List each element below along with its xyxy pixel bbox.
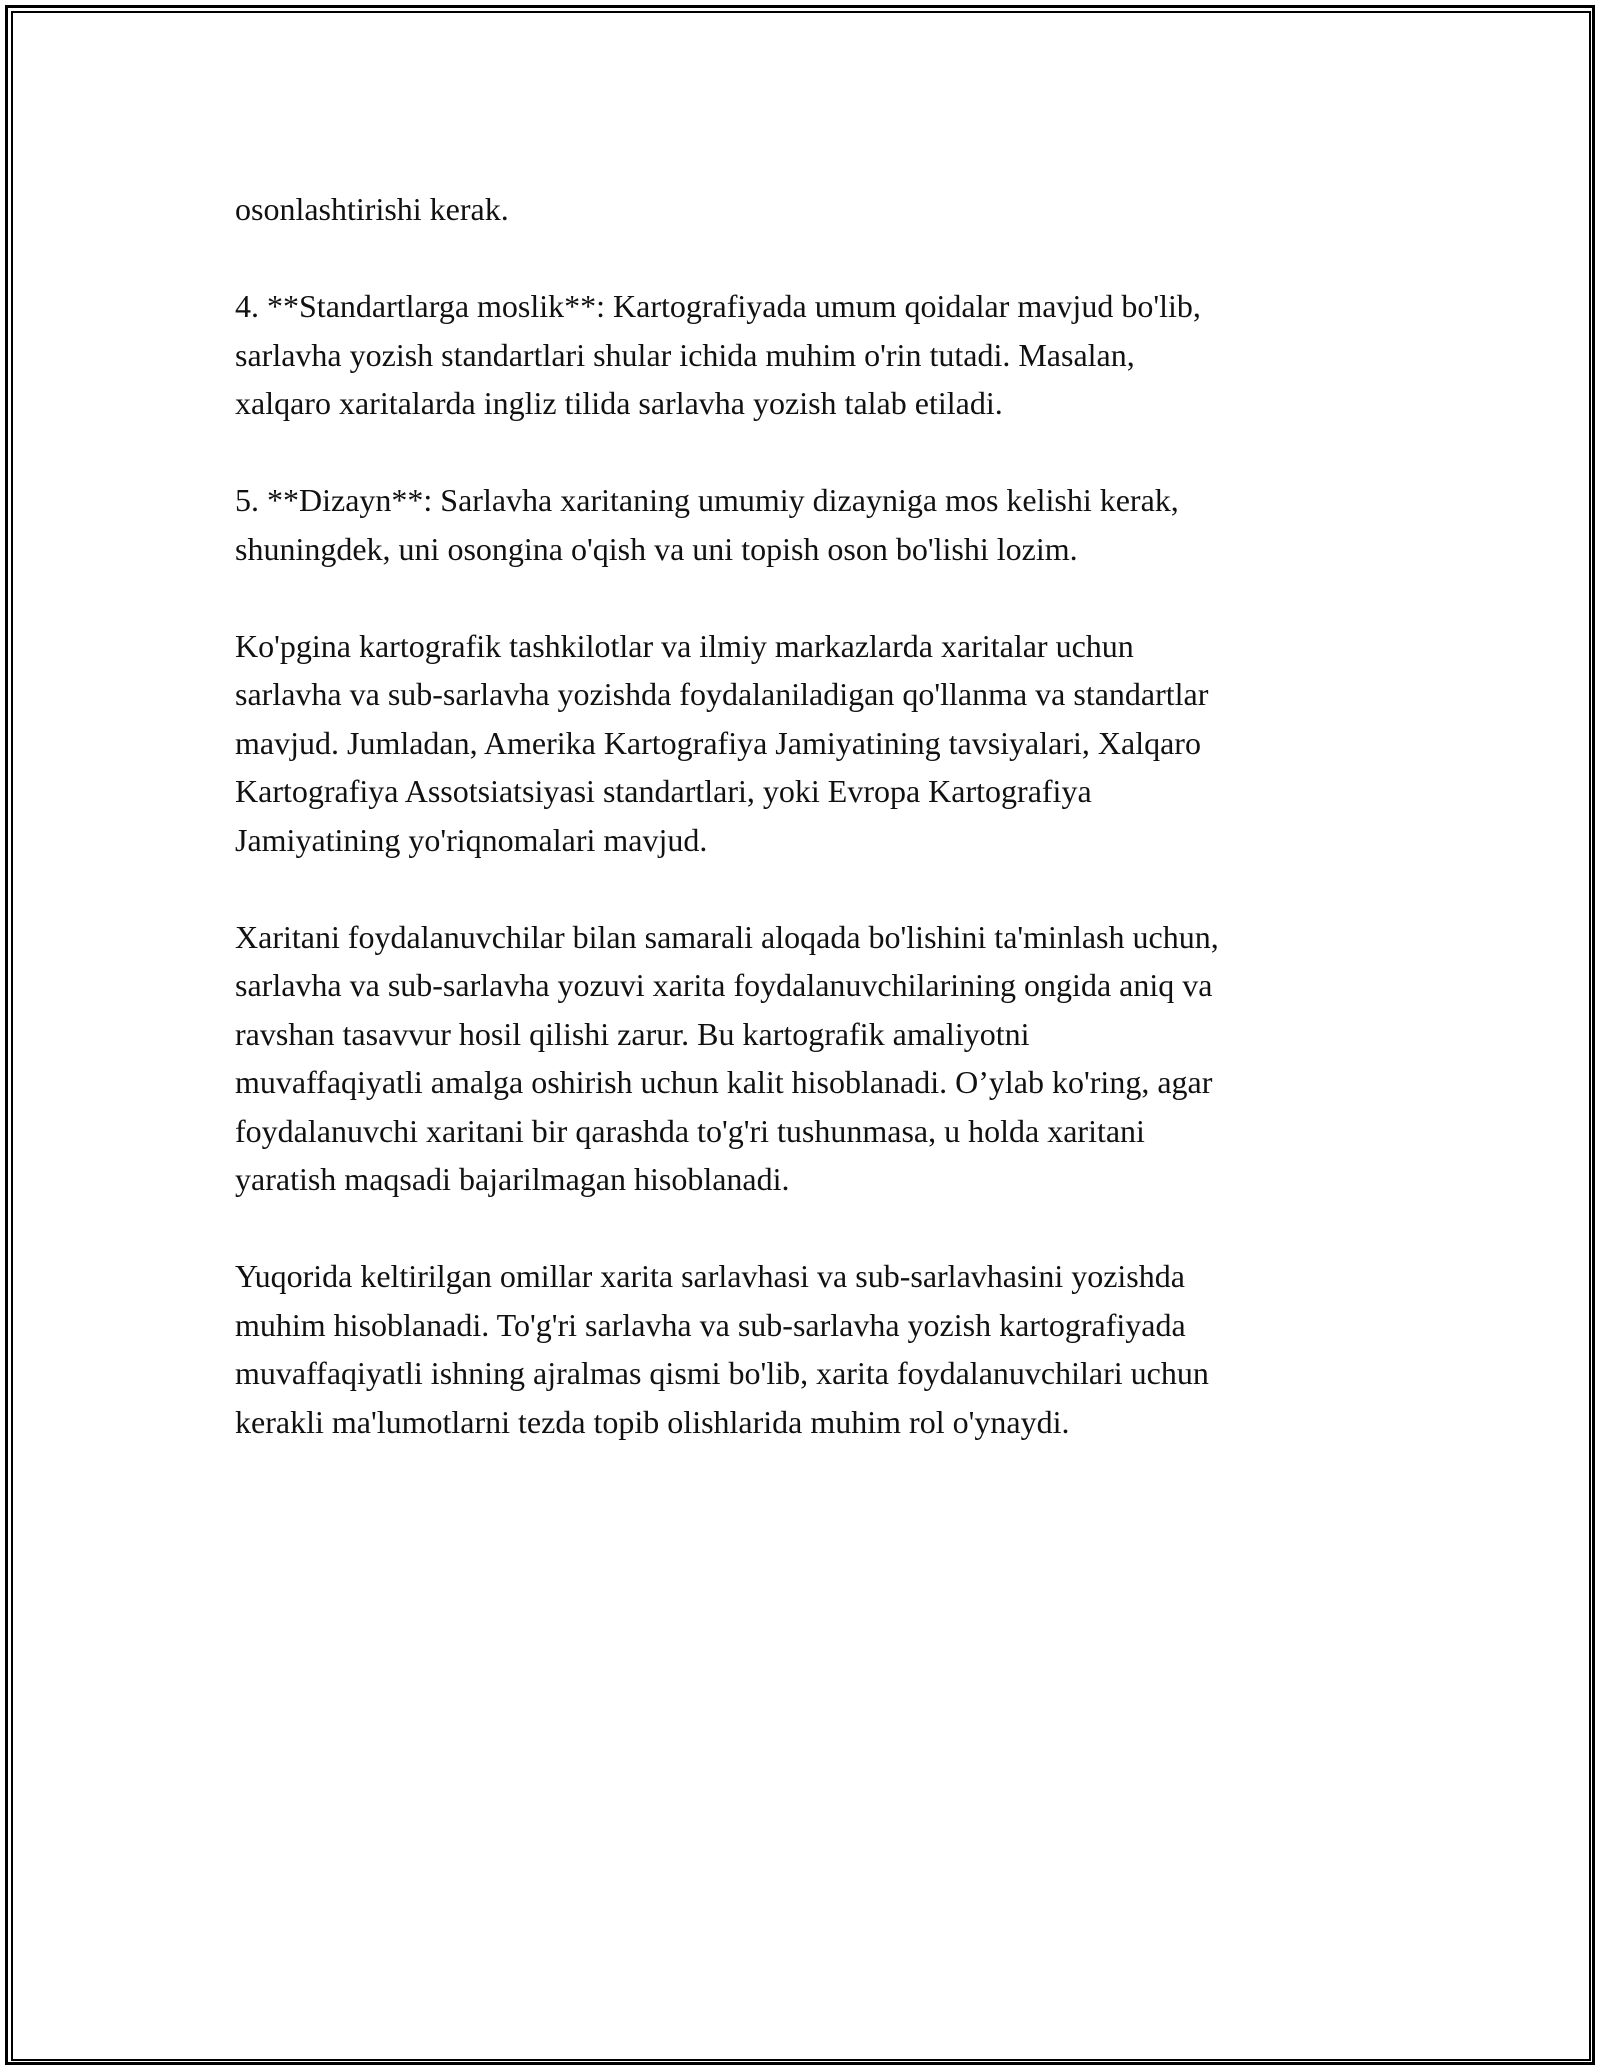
paragraph-continuation: [235, 185, 1385, 234]
paragraph-standards: [235, 282, 1385, 428]
text-line: xalqaro xaritalarda ingliz tilida sarlavha yozish talab etiladi.: [235, 385, 1003, 421]
text-line: ravshan tasavvur hosil qilishi zarur. Bu kartografik amaliyotni: [235, 1015, 1030, 1052]
text-line: sarlavha va sub-sarlavha yozishda foydalaniladigan qo'llanma va standartlar: [235, 676, 1209, 712]
paragraph-design: [235, 476, 1385, 573]
text-line: Ko'pgina kartografik tashkilotlar va ilmiy markazlarda xaritalar uchun: [235, 627, 1134, 664]
text-line: mavjud. Jumladan, Amerika Kartografiya Jamiyatining tavsiyalari, Xalqaro: [235, 724, 1201, 761]
text-line: 5. **Dizayn**: Sarlavha xaritaning umumiy dizayniga mos kelishi kerak,: [235, 482, 1179, 518]
document-body: [235, 185, 1385, 1446]
text-line: muhim hisoblanadi. To'g'ri sarlavha va sub-sarlavha yozish kartografiyada: [235, 1306, 1186, 1343]
text-line: kerakli ma'lumotlarni tezda topib olishlarida muhim rol o'ynaydi.: [235, 1403, 1070, 1440]
text-line: muvaffaqiyatli ishning ajralmas qismi bo'lib, xarita foydalanuvchilari uchun: [235, 1355, 1209, 1391]
text-line: sarlavha yozish standartlari shular ichida muhim o'rin tutadi. Masalan,: [235, 336, 1135, 373]
text-line: shuningdek, uni osongina o'qish va uni topish oson bo'lishi lozim.: [235, 530, 1078, 567]
paragraph-organizations: [235, 622, 1385, 865]
paragraph-conclusion: [235, 1252, 1385, 1446]
text-line: 4. **Standartlarga moslik**: Kartografiyada umum qoidalar mavjud bo'lib,: [235, 288, 1201, 324]
text-line: yaratish maqsadi bajarilmagan hisoblanadi.: [235, 1161, 790, 1197]
text-line: Xaritani foydalanuvchilar bilan samarali aloqada bo'lishini ta'minlash uchun,: [235, 918, 1219, 955]
paragraph-communication: [235, 913, 1385, 1204]
text-line: Kartografiya Assotsiatsiyasi standartlari, yoki Evropa Kartografiya: [235, 773, 1092, 809]
text-line: Yuqorida keltirilgan omillar xarita sarlavhasi va sub-sarlavhasini yozishda: [235, 1258, 1185, 1294]
text-line: Jamiyatining yo'riqnomalari mavjud.: [235, 821, 708, 858]
text-line: osonlashtirishi kerak.: [235, 191, 509, 227]
text-line: sarlavha va sub-sarlavha yozuvi xarita foydalanuvchilarining ongida aniq va: [235, 967, 1213, 1003]
text-line: foydalanuvchi xaritani bir qarashda to'g'ri tushunmasa, u holda xaritani: [235, 1112, 1145, 1149]
text-line: muvaffaqiyatli amalga oshirish uchun kalit hisoblanadi. O’ylab ko'ring, agar: [235, 1064, 1213, 1100]
